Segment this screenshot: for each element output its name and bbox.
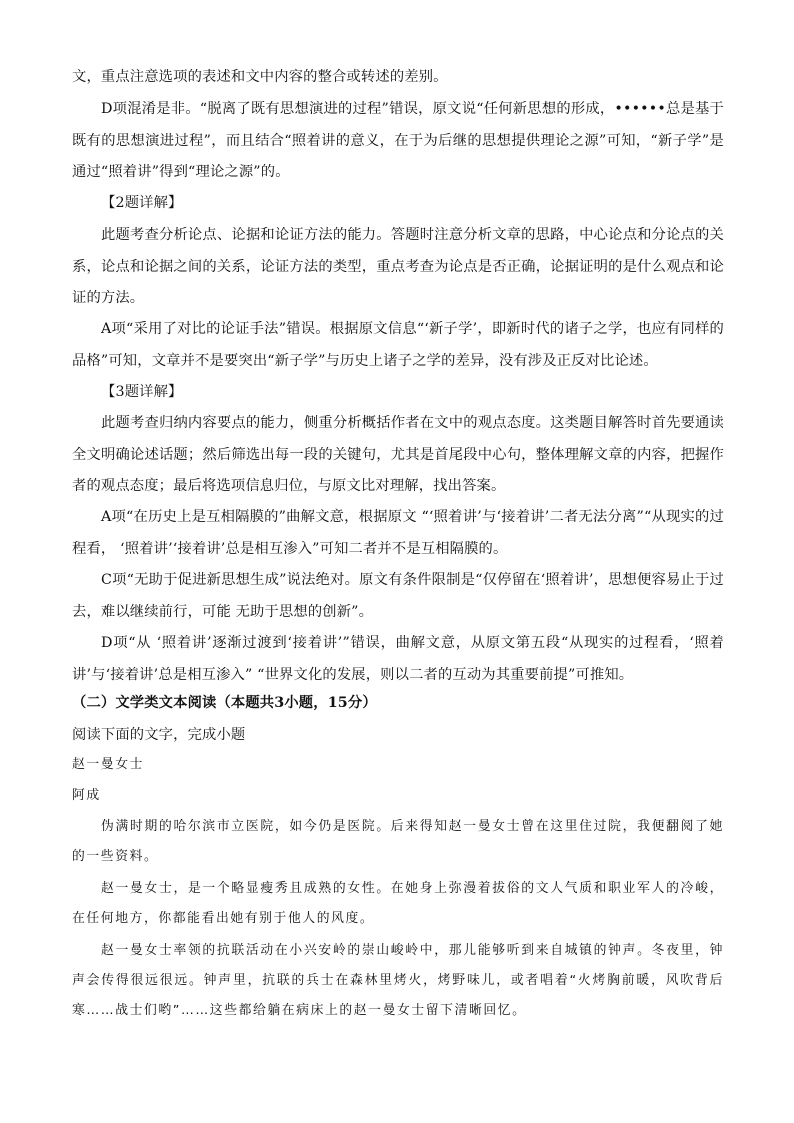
paragraph-option-d-q1: D项混淆是非。“脱离了既有思想演进的过程”错误，原文说“任何新思想的形成，••••••总是基于既有的思想演进过程”，而且结合“照着讲的意义，在于为后继的思想提供理论之源”可知，“新子学”是通过“照着讲”得到“理论之源”的。 — [72, 101, 724, 180]
paragraph-option-d-q3: D项“从 ‘照着讲’逐渐过渡到‘接着讲’”错误，曲解文意，从原文第五段“从现实的过程看，‘照着讲’与‘接着讲’总是相互渗入” “世界文化的发展，则以二者的互动为其重要前提”可推知。 — [72, 635, 724, 683]
heading-question-2: 【2题详解】 — [101, 195, 183, 211]
story-paragraph-3: 赵一曼女士率领的抗联活动在小兴安岭的崇山峻岭中，那儿能够听到来自城镇的钟声。冬夜里，钟声会传得很远很远。钟声里，抗联的兵士在森林里烤火，烤野味儿，或者唱着“火烤胸前暖，风吹背后寒……战士们哟”……这些都给躺在病床上的赵一曼女士留下清晰回忆。 — [72, 943, 724, 1018]
story-paragraph-1: 伪满时期的哈尔滨市立医院，如今仍是医院。后来得知赵一曼女士曾在这里住过院，我便翻阅了她的一些资料。 — [72, 819, 724, 864]
story-paragraph-2: 赵一曼女士，是一个略显瘦秀且成熟的女性。在她身上弥漫着拔俗的文人气质和职业军人的冷峻，在任何地方，你都能看出她有别于他人的风度。 — [72, 881, 724, 926]
paragraph-question-3: 此题考查归纳内容要点的能力，侧重分析概括作者在文中的观点态度。这类题目解答时首先要通读全文明确论述话题；然后筛选出每一段的关键句，尤其是首尾段中心句，整体理解文章的内容，把握作者的观点态度；最后将选项信息归位，与原文比对理解，找出答案。 — [72, 415, 724, 494]
heading-question-3: 【3题详解】 — [101, 384, 183, 400]
reading-instruction: 阅读下面的文字，完成小题 — [72, 727, 246, 743]
story-title: 赵一曼女士 — [72, 757, 144, 772]
paragraph-question-2: 此题考查分析论点、论据和论证方法的能力。答题时注意分析文章的思路，中心论点和分论点的关系，论点和论据之间的关系，论证方法的类型，重点考查为论点是否正确，论据证明的是什么观点和论证的方法。 — [72, 227, 724, 306]
section-heading-literary-reading: （二）文学类文本阅读（本题共3小题，15分） — [72, 695, 377, 711]
paragraph-continuation: 文，重点注意选项的表述和文中内容的整合或转述的差别。 — [72, 69, 448, 85]
paragraph-option-c-q3: C项“无助于促进新思想生成”说法绝对。原文有条件限制是“仅停留在‘照着讲’，思想便容易止于过去，难以继续前行，可能 无助于思想的创新”。 — [72, 572, 724, 620]
story-author: 阿成 — [72, 788, 101, 803]
paragraph-option-a-q2: A项“采用了对比的论证手法”错误。根据原文信息“‘新子学’，即新时代的诸子之学，也应有同样的品格”可知，文章并不是要突出“新子学”与历史上诸子之学的差异，没有涉及正反对比论述。 — [72, 321, 724, 369]
paragraph-option-a-q3: A项“在历史上是互相隔膜的”曲解文意，根据原文 “‘照着讲’与‘接着讲’二者无法分离”“从现实的过程看， ‘照着讲’‘接着讲’总是相互渗入”可知二者并不是互相隔膜的。 — [72, 509, 724, 557]
